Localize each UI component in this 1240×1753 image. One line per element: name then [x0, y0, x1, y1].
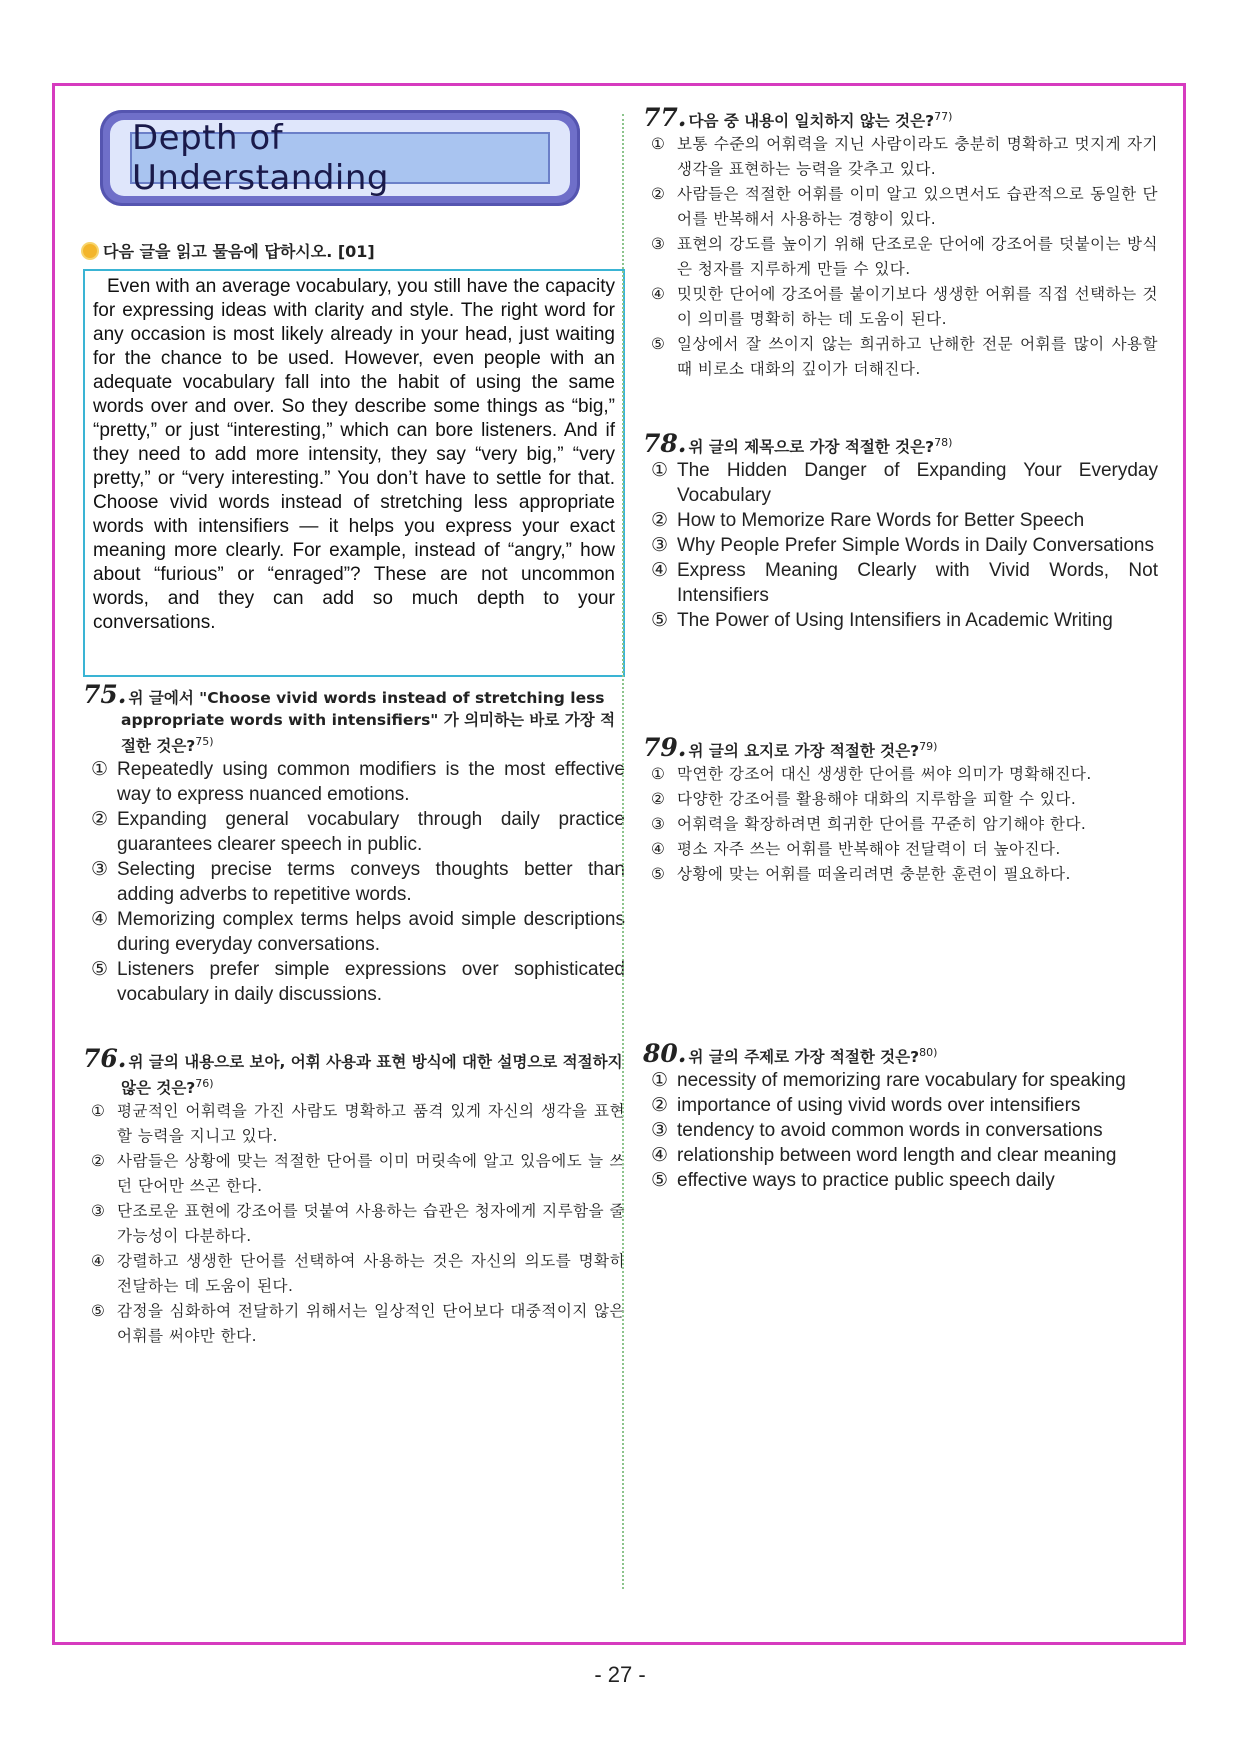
option-mark: ① — [91, 1102, 106, 1121]
column-divider — [622, 114, 624, 1589]
question-78-prompt — [643, 429, 1158, 459]
option-mark: ④ — [91, 909, 109, 931]
option-mark: ① — [651, 1070, 669, 1092]
option-text: Expanding general vocabulary through daily practice guarantees clearer speech in public. — [117, 809, 625, 856]
option-text: 평소 자주 쓰는 어휘를 반복해야 전달력이 더 높아진다. — [677, 840, 1061, 859]
option-mark: ④ — [91, 1252, 106, 1271]
option-text: 어휘력을 확장하려면 희귀한 단어를 꾸준히 암기해야 한다. — [677, 815, 1087, 834]
question-80-number: 80. — [643, 1039, 687, 1069]
option-text: 다양한 강조어를 활용해야 대화의 지루함을 피할 수 있다. — [677, 790, 1077, 809]
question-77-text: 다음 중 내용이 일치하지 않는 것은? — [688, 112, 935, 131]
question-75-ref: 75) — [195, 735, 214, 748]
option-text: Why People Prefer Simple Words in Daily Conversations — [677, 535, 1154, 557]
option-mark: ③ — [651, 235, 666, 254]
option-text: Listeners prefer simple expressions over sophisticated vocabulary in daily discussions. — [117, 959, 625, 1006]
option[interactable] — [643, 1093, 1158, 1118]
option[interactable] — [643, 862, 1158, 887]
option-mark: ⑤ — [651, 335, 666, 354]
option[interactable] — [643, 282, 1158, 332]
question-79 — [643, 733, 1158, 887]
section-title: Depth of Understanding — [132, 118, 390, 198]
title-banner-inner — [110, 120, 570, 196]
option[interactable] — [643, 1168, 1158, 1193]
option-mark: ④ — [651, 285, 666, 304]
question-78-number: 78. — [643, 429, 687, 459]
option[interactable] — [643, 837, 1158, 862]
question-75-number: 75. — [83, 680, 127, 709]
question-78-text: 위 글의 제목으로 가장 적절한 것은? — [688, 438, 935, 457]
question-80 — [643, 1039, 1158, 1193]
option[interactable] — [643, 1143, 1158, 1168]
question-79-text: 위 글의 요지로 가장 적절한 것은? — [688, 742, 920, 761]
question-76-number: 76. — [83, 1044, 127, 1073]
option-text: The Power of Using Intensifiers in Academic Writing — [677, 610, 1113, 632]
option-text: The Hidden Danger of Expanding Your Everyday Vocabulary — [677, 460, 1158, 507]
option-text: relationship between word length and clear meaning — [677, 1145, 1117, 1167]
option-text: 사람들은 적절한 어휘를 이미 알고 있으면서도 습관적으로 동일한 단어를 반복해서 사용하는 경향이 있다. — [677, 185, 1158, 229]
option-mark: ① — [651, 460, 669, 482]
option[interactable] — [643, 1118, 1158, 1143]
option-mark: ⑤ — [651, 1170, 669, 1192]
option-mark: ② — [91, 809, 109, 831]
option[interactable] — [643, 787, 1158, 812]
option-text: 보통 수준의 어휘력을 지닌 사람이라도 충분히 명확하고 멋지게 자기 생각을 표현하는 능력을 갖추고 있다. — [677, 135, 1158, 179]
option[interactable] — [643, 608, 1158, 633]
option-text: importance of using vivid words over intensifiers — [677, 1095, 1081, 1117]
option-text: effective ways to practice public speech daily — [677, 1170, 1055, 1192]
option-text: How to Memorize Rare Words for Better Speech — [677, 510, 1085, 532]
option[interactable] — [643, 762, 1158, 787]
option-text: 상황에 맞는 어휘를 떠올리려면 충분한 훈련이 필요하다. — [677, 865, 1071, 884]
option[interactable] — [643, 182, 1158, 232]
option[interactable] — [643, 508, 1158, 533]
option-text: Selecting precise terms conveys thoughts better than adding adverbs to repetitive words. — [117, 859, 625, 906]
question-76 — [83, 1044, 625, 1349]
option[interactable] — [83, 807, 625, 857]
question-78 — [643, 429, 1158, 633]
question-75 — [83, 680, 625, 1007]
option[interactable] — [83, 957, 625, 1007]
option[interactable] — [83, 1299, 625, 1349]
option-mark: ⑤ — [651, 865, 666, 884]
option[interactable] — [643, 132, 1158, 182]
option-text: necessity of memorizing rare vocabulary for speaking — [677, 1070, 1126, 1092]
option-mark: ② — [651, 1095, 669, 1117]
option-mark: ④ — [651, 560, 669, 582]
option-mark: ② — [91, 1152, 106, 1171]
option[interactable] — [643, 812, 1158, 837]
option-mark: ③ — [91, 859, 109, 881]
question-79-ref: 79) — [919, 740, 938, 753]
option-mark: ③ — [651, 1120, 669, 1142]
reading-passage: Even with an average vocabulary, you still have the capacity for expressing ideas with clarity and style. The right word for any occasion is most likely already in your head, just waiting for the chance to be used. However, even people with an adequate vocabulary fall into the habit of using the same words over and over. So they describe some things as “big,” “pretty,” or just “interesting,” which can bore listeners. And if they need to add more intensity, they say “very big,” “very pretty,” or “very interesting.” You don’t have to settle for that. Choose vivid words instead of stretching less appropriate words with intensifiers — it helps you express your exact meaning more clearly. For example, instead of “angry,” how about “furious” or “enraged”? These are not uncommon words, and they can add so much depth to your conversations. — [83, 269, 625, 677]
question-75-prompt — [83, 680, 625, 757]
flower-icon — [83, 244, 97, 258]
question-77-number: 77. — [643, 103, 687, 133]
option[interactable] — [643, 232, 1158, 282]
option[interactable] — [643, 332, 1158, 382]
option-text: 사람들은 상황에 맞는 적절한 단어를 이미 머릿속에 알고 있음에도 늘 쓰던 단어만 쓰곤 한다. — [117, 1152, 625, 1196]
option[interactable] — [643, 558, 1158, 608]
question-76-prompt — [83, 1044, 625, 1099]
option-text: 단조로운 표현에 강조어를 덧붙여 사용하는 습관은 청자에게 지루함을 줄 가능성이 다분하다. — [117, 1202, 625, 1246]
question-79-number: 79. — [643, 733, 687, 763]
option-mark: ② — [651, 790, 666, 809]
page-number: - 27 - — [594, 1662, 646, 1687]
title-banner — [100, 110, 580, 206]
option-mark: ③ — [651, 535, 669, 557]
title-banner-box — [130, 118, 550, 198]
option[interactable] — [83, 1099, 625, 1149]
option-text: 막연한 강조어 대신 생생한 단어를 써야 의미가 명확해진다. — [677, 765, 1092, 784]
option-mark: ① — [651, 765, 666, 784]
option-text: 밋밋한 단어에 강조어를 붙이기보다 생생한 어휘를 직접 선택하는 것이 의미를 명확히 하는 데 도움이 된다. — [677, 285, 1158, 329]
option[interactable] — [83, 757, 625, 807]
option-text: Express Meaning Clearly with Vivid Words, Not Intensifiers — [677, 560, 1158, 607]
option-text: 강렬하고 생생한 단어를 선택하여 사용하는 것은 자신의 의도를 명확히 전달하는 데 도움이 된다. — [117, 1252, 625, 1296]
option[interactable] — [83, 1149, 625, 1199]
option-mark: ③ — [91, 1202, 106, 1221]
question-75-text: 위 글에서 "Choose vivid words instead of stretching less appropriate words with intensifiers" 가 의미하는 바로 가장 적절한 것은? — [121, 689, 616, 756]
option-mark: ③ — [651, 815, 666, 834]
option-text: 평균적인 어휘력을 가진 사람도 명확하고 품격 있게 자신의 생각을 표현할 능력을 지니고 있다. — [117, 1102, 625, 1146]
option-mark: ④ — [651, 1145, 669, 1167]
instruction-text: 다음 글을 읽고 물음에 답하시오. [01] — [103, 242, 375, 261]
option-mark: ① — [651, 135, 666, 154]
option[interactable] — [643, 1068, 1158, 1093]
option-text: Memorizing complex terms helps avoid simple descriptions during everyday conversations. — [117, 909, 625, 956]
question-78-ref: 78) — [934, 436, 953, 449]
option-text: tendency to avoid common words in conversations — [677, 1120, 1103, 1142]
option[interactable] — [83, 1249, 625, 1299]
option-text: Repeatedly using common modifiers is the most effective way to express nuanced emotions. — [117, 759, 625, 806]
question-76-ref: 76) — [195, 1077, 214, 1090]
option[interactable] — [643, 458, 1158, 508]
option-mark: ② — [651, 185, 666, 204]
option-text: 일상에서 잘 쓰이지 않는 희귀하고 난해한 전문 어휘를 많이 사용할 때 비로소 대화의 깊이가 더해진다. — [677, 335, 1158, 379]
option-text: 표현의 강도를 높이기 위해 단조로운 단어에 강조어를 덧붙이는 방식은 청자를 지루하게 만들 수 있다. — [677, 235, 1158, 279]
option-mark: ⑤ — [91, 959, 109, 981]
question-80-prompt — [643, 1039, 1158, 1069]
option[interactable] — [643, 533, 1158, 558]
question-77-ref: 77) — [934, 110, 953, 123]
question-80-ref: 80) — [919, 1046, 938, 1059]
option[interactable] — [83, 857, 625, 907]
question-80-text: 위 글의 주제로 가장 적절한 것은? — [688, 1048, 920, 1067]
option[interactable] — [83, 1199, 625, 1249]
instruction-line — [83, 239, 375, 262]
option-mark: ② — [651, 510, 669, 532]
option[interactable] — [83, 907, 625, 957]
question-77-prompt — [643, 103, 1158, 133]
question-76-text: 위 글의 내용으로 보아, 어휘 사용과 표현 방식에 대한 설명으로 적절하지 않은 것은? — [121, 1053, 623, 1098]
option-mark: ① — [91, 759, 109, 781]
option-mark: ⑤ — [91, 1302, 106, 1321]
option-mark: ④ — [651, 840, 666, 859]
question-79-prompt — [643, 733, 1158, 763]
option-mark: ⑤ — [651, 610, 669, 632]
page-frame — [52, 83, 1186, 1645]
question-77 — [643, 103, 1158, 382]
option-text: 감정을 심화하여 전달하기 위해서는 일상적인 단어보다 대중적이지 않은 어휘를 써야만 한다. — [117, 1302, 625, 1346]
